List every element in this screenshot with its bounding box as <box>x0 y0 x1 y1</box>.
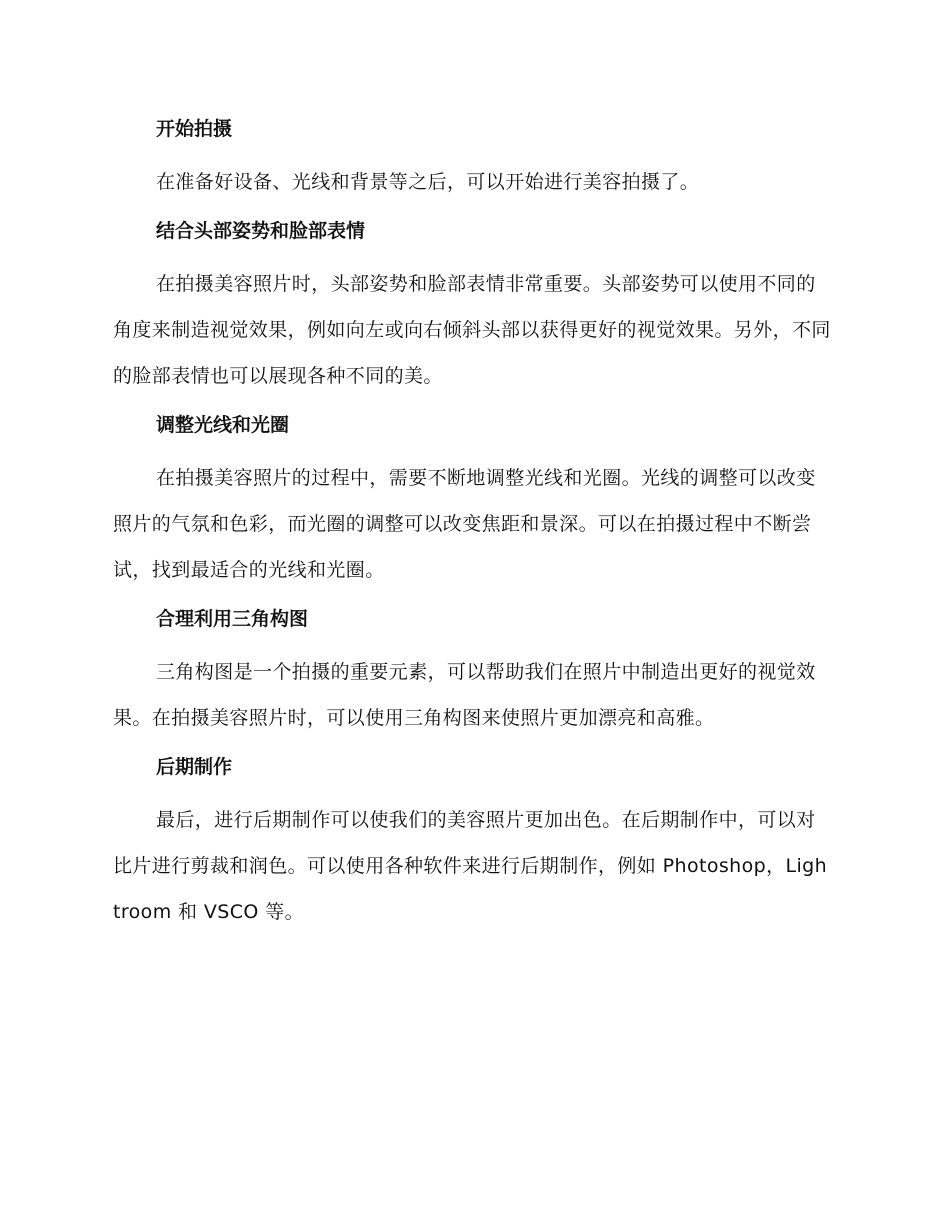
section-triangle-composition <box>113 603 833 741</box>
section-head-pose-expression <box>113 215 833 399</box>
section-paragraph: 在拍摄美容照片时，头部姿势和脸部表情非常重要。头部姿势可以使用不同的角度来制造视觉效果，例如向左或向右倾斜头部以获得更好的视觉效果。另外，不同的脸部表情也可以展现各种不同的美。 <box>113 273 831 387</box>
section-heading: 合理利用三角构图 <box>156 608 309 630</box>
section-paragraph: 在准备好设备、光线和背景等之后，可以开始进行美容拍摄了。 <box>156 171 700 193</box>
section-heading: 调整光线和光圈 <box>156 414 290 436</box>
section-heading: 结合头部姿势和脸部表情 <box>156 220 366 242</box>
section-paragraph: 三角构图是一个拍摄的重要元素，可以帮助我们在照片中制造出更好的视觉效果。在拍摄美容照片时，可以使用三角构图来使照片更加漂亮和高雅。 <box>113 661 816 729</box>
section-heading: 开始拍摄 <box>156 118 233 140</box>
section-paragraph: 在拍摄美容照片的过程中，需要不断地调整光线和光圈。光线的调整可以改变照片的气氛和色彩，而光圈的调整可以改变焦距和景深。可以在拍摄过程中不断尝试，找到最适合的光线和光圈。 <box>113 467 816 581</box>
section-start-shooting <box>113 113 833 205</box>
section-paragraph: 最后，进行后期制作可以使我们的美容照片更加出色。在后期制作中，可以对比片进行剪裁和润色。可以使用各种软件来进行后期制作，例如 Photoshop，Lightroom 和 VSCO 等。 <box>113 809 828 923</box>
section-heading: 后期制作 <box>156 756 233 778</box>
section-light-aperture <box>113 409 833 593</box>
section-post-production <box>113 751 833 935</box>
document-content <box>113 113 833 945</box>
